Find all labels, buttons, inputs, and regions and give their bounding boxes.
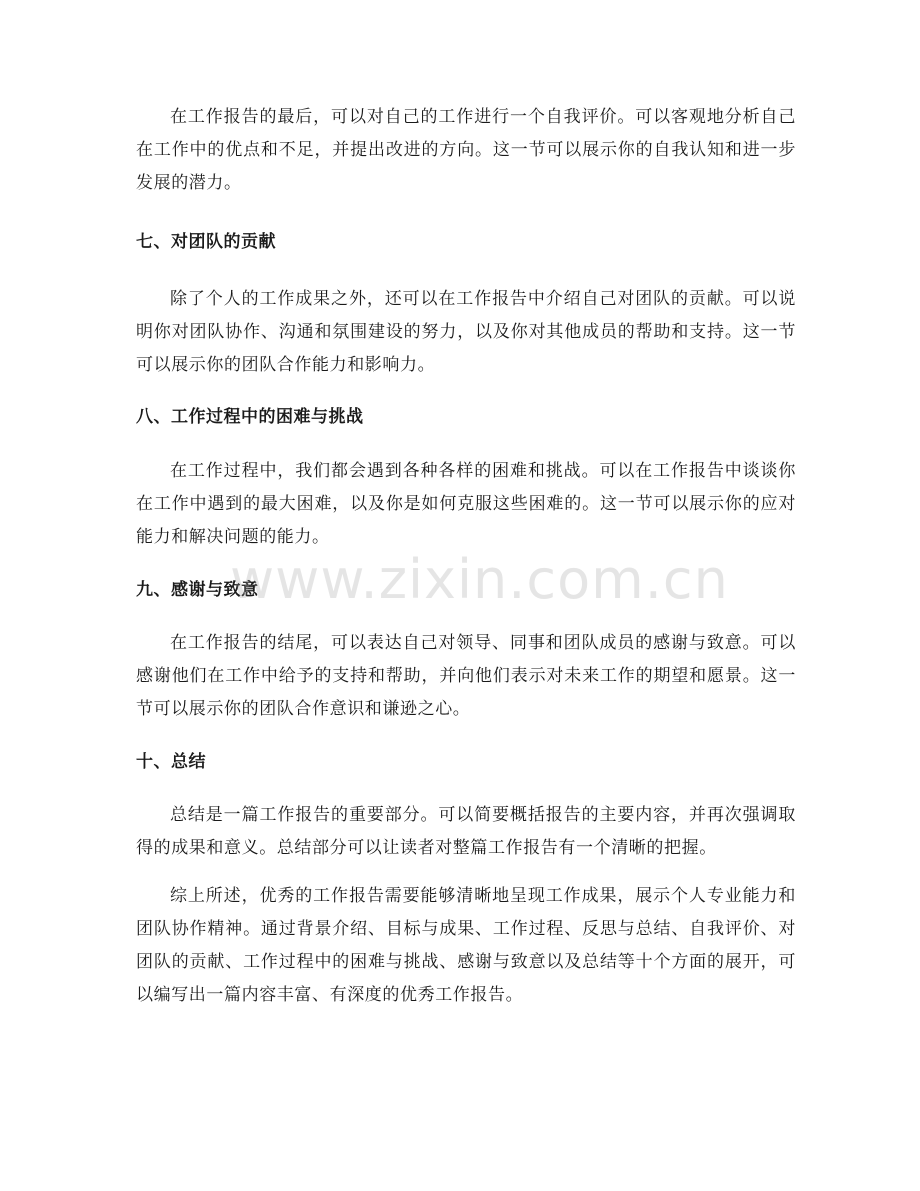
heading-thanks: 九、感谢与致意 [136,580,259,600]
paragraph-conclusion: 综上所述，优秀的工作报告需要能够清晰地呈现工作成果，展示个人专业能力和团队协作精神。通过背景介绍、目标与成果、工作过程、反思与总结、自我评价、对团队的贡献、工作过程中的困难与挑战、感谢与致意以及总结等十个方面的展开，可以编写出一篇内容丰富、有深度的优秀工作报告。 [136,886,796,1005]
paragraph-self-evaluation: 在工作报告的最后，可以对自己的工作进行一个自我评价。可以客观地分析自己在工作中的优点和不足，并提出改进的方向。这一节可以展示你的自我认知和进一步发展的潜力。 [136,107,796,193]
heading-team-contribution: 七、对团队的贡献 [136,232,276,252]
paragraph-difficulties-challenges: 在工作过程中，我们都会遇到各种各样的困难和挑战。可以在工作报告中谈谈你在工作中遇到的最大困难，以及你是如何克服这些困难的。这一节可以展示你的应对能力和解决问题的能力。 [136,461,796,547]
paragraph-summary: 总结是一篇工作报告的重要部分。可以简要概括报告的主要内容，并再次强调取得的成果和意义。总结部分可以让读者对整篇工作报告有一个清晰的把握。 [136,805,796,858]
paragraph-team-contribution: 除了个人的工作成果之外，还可以在工作报告中介绍自己对团队的贡献。可以说明你对团队协作、沟通和氛围建设的努力，以及你对其他成员的帮助和支持。这一节可以展示你的团队合作能力和影响力。 [136,289,796,375]
watermark-text: www.zixin.com.cn [230,548,729,611]
heading-difficulties-challenges: 八、工作过程中的困难与挑战 [136,407,364,427]
paragraph-thanks: 在工作报告的结尾，可以表达自己对领导、同事和团队成员的感谢与致意。可以感谢他们在工作中给予的支持和帮助，并向他们表示对未来工作的期望和愿景。这一节可以展示你的团队合作意识和谦逊之心。 [136,633,796,719]
heading-summary: 十、总结 [136,752,206,772]
